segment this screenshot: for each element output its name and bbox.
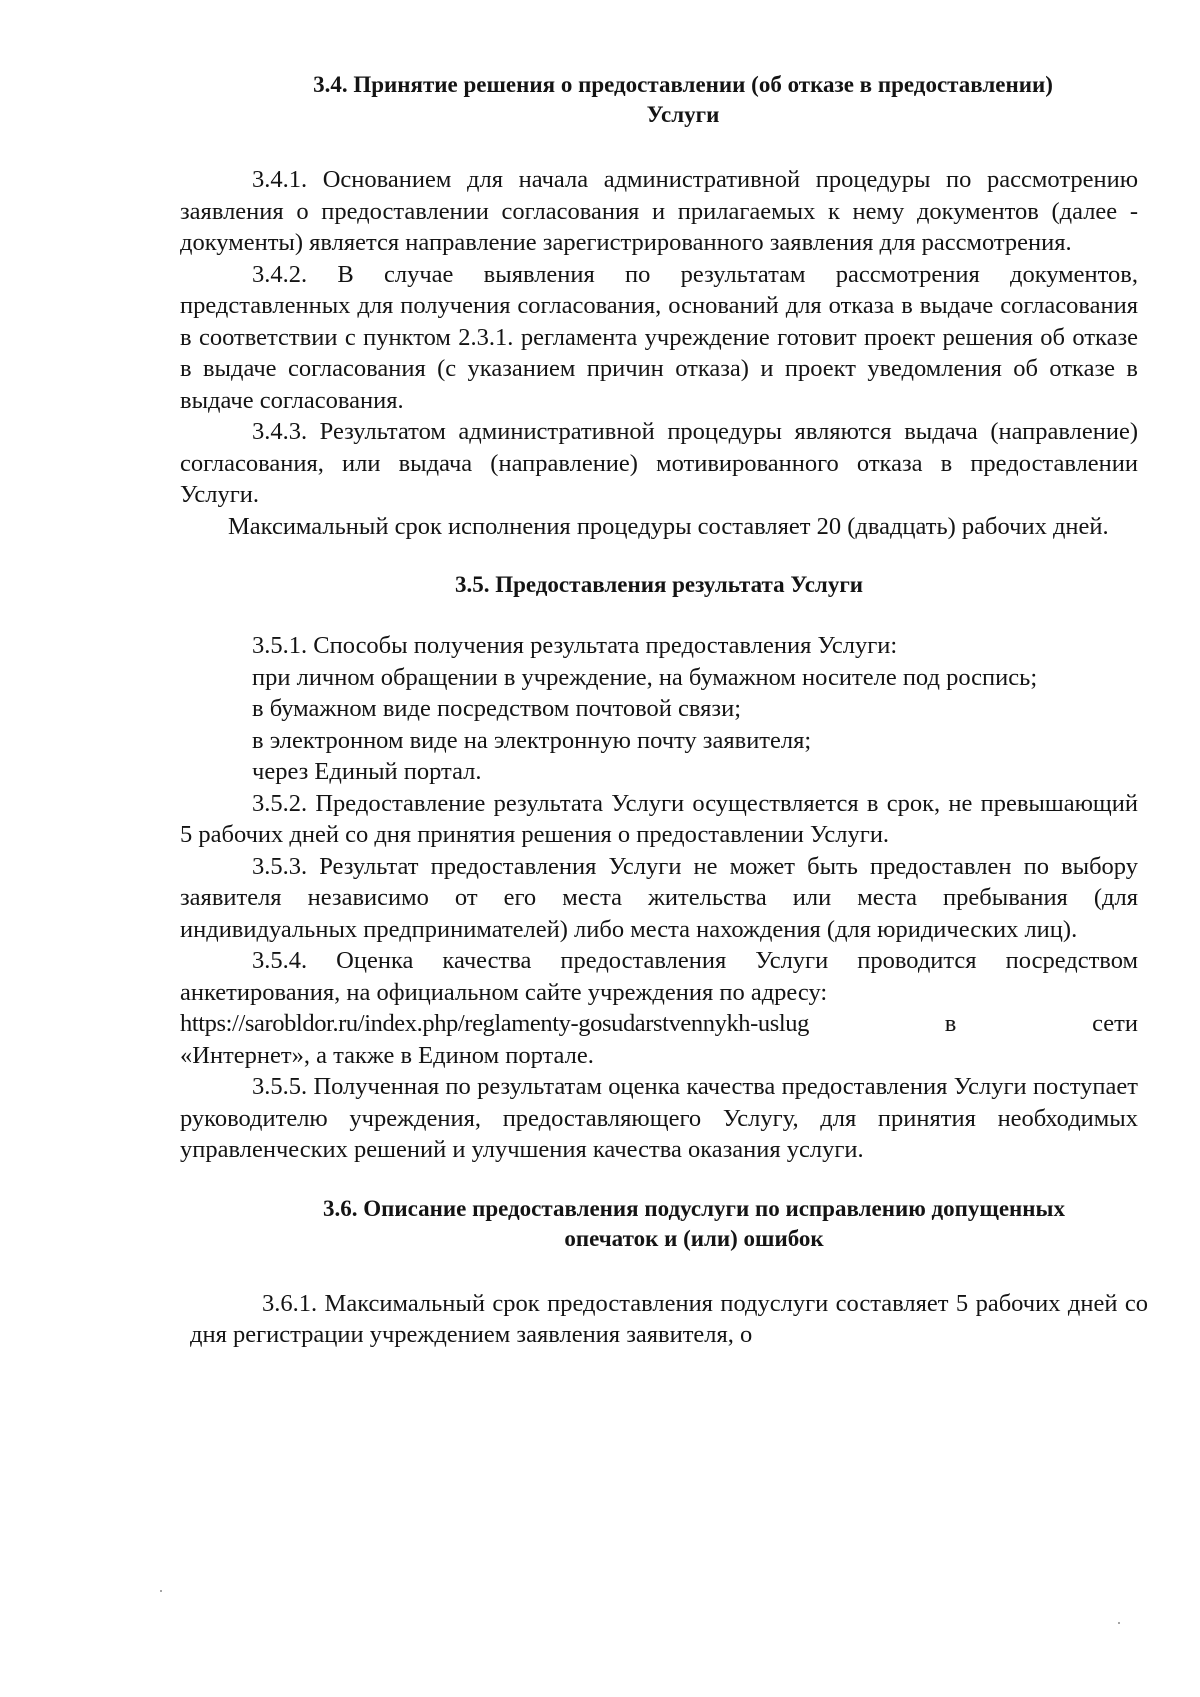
paragraph-3-5-3: 3.5.3. Результат предоставления Услуги не может быть предоставлен по выбору заявителя независимо от его места жительства или места пребывания (для индивидуальных предпринимателей) либо места нахождения (для юридических лиц). <box>180 852 1138 943</box>
document-page <box>180 70 1148 1351</box>
paragraph-3-4-3: 3.4.3. Результатом административной процедуры являются выдача (направление) согласования, или выдача (направление) мотивированного отказа в предоставлении Услуги. <box>180 418 1138 508</box>
section-3-6-title <box>180 1194 1148 1254</box>
section-3-4-title-line2: Услуги <box>646 102 720 127</box>
paragraph-3-5-2: 3.5.2. Предоставление результата Услуги осуществляется в срок, не превышающий 5 рабочих дней со дня принятия решения о предоставлении Услуги. <box>180 789 1138 848</box>
url-in-word: в <box>944 1010 957 1037</box>
list-item-portal: через Единый портал. <box>252 758 482 785</box>
paragraph-max-term: Максимальный срок исполнения процедуры составляет 20 (двадцать) рабочих дней. <box>228 512 1109 540</box>
list-item-email: в электронном виде на электронную почту заявителя; <box>252 726 812 754</box>
paragraph-3-5-5: 3.5.5. Полученная по результатам оценка качества предоставления Услуги поступает руководителю учреждения, предоставляющего Услугу, для принятия необходимых управленческих решений и улучшения качества оказания услуги. <box>180 1073 1138 1163</box>
section-3-5-title: 3.5. Предоставления результата Услуги <box>454 572 864 597</box>
url-net-word: сети <box>1092 1010 1138 1037</box>
paragraph-3-4-1: 3.4.1. Основанием для начала административной процедуры по рассмотрению заявления о предоставлении согласования и прилагаемых к нему документов (далее - документы) является направление зарегистрированного заявления для рассмотрения. <box>180 166 1138 256</box>
scan-speck <box>1118 1622 1120 1624</box>
paragraph-3-5-4-url-line <box>180 1008 1138 1040</box>
paragraph-3-6-1: 3.6.1. Максимальный срок предоставления подуслуги составляет 5 рабочих дней со дня регистрации учреждением заявления заявителя, о <box>190 1289 1148 1348</box>
paragraph-3-5-1: 3.5.1. Способы получения результата предоставления Услуги: <box>252 632 898 659</box>
section-3-4-title-line1: 3.4. Принятие решения о предоставлении (об отказе в предоставлении) <box>313 72 1053 97</box>
list-item-personal: при личном обращении в учреждение, на бумажном носителе под роспись; <box>252 663 1038 691</box>
list-item-post: в бумажном виде посредством почтовой связи; <box>252 695 742 722</box>
section-3-6-title-line2: опечаток и (или) ошибок <box>564 1225 824 1251</box>
paragraph-3-5-4 <box>180 945 1138 1071</box>
paragraph-3-5-4-end: «Интернет», а также в Едином портале. <box>180 1041 594 1069</box>
paragraph-3-4-2: 3.4.2. В случае выявления по результатам рассмотрения документов, представленных для получения согласования, оснований для отказа в выдаче согласования в соответствии с пунктом 2.3.1. регламента учреждение готовит проект решения об отказе в выдаче согласования (с указанием причин отказа) и проект уведомления об отказе в выдаче согласования. <box>180 260 1138 414</box>
section-3-4-title <box>180 70 1138 130</box>
paragraph-3-5-4-start: 3.5.4. Оценка качества предоставления Услуги проводится посредством анкетирования, на официальном сайте учреждения по адресу: <box>180 947 1138 1006</box>
scan-speck <box>160 1590 162 1592</box>
section-3-6-title-line1: 3.6. Описание предоставления подуслуги по исправлению допущенных <box>322 1195 1065 1221</box>
survey-url-link[interactable]: https://sarobldor.ru/index.php/reglamenty-gosudarstvennykh-uslug <box>180 1010 809 1037</box>
